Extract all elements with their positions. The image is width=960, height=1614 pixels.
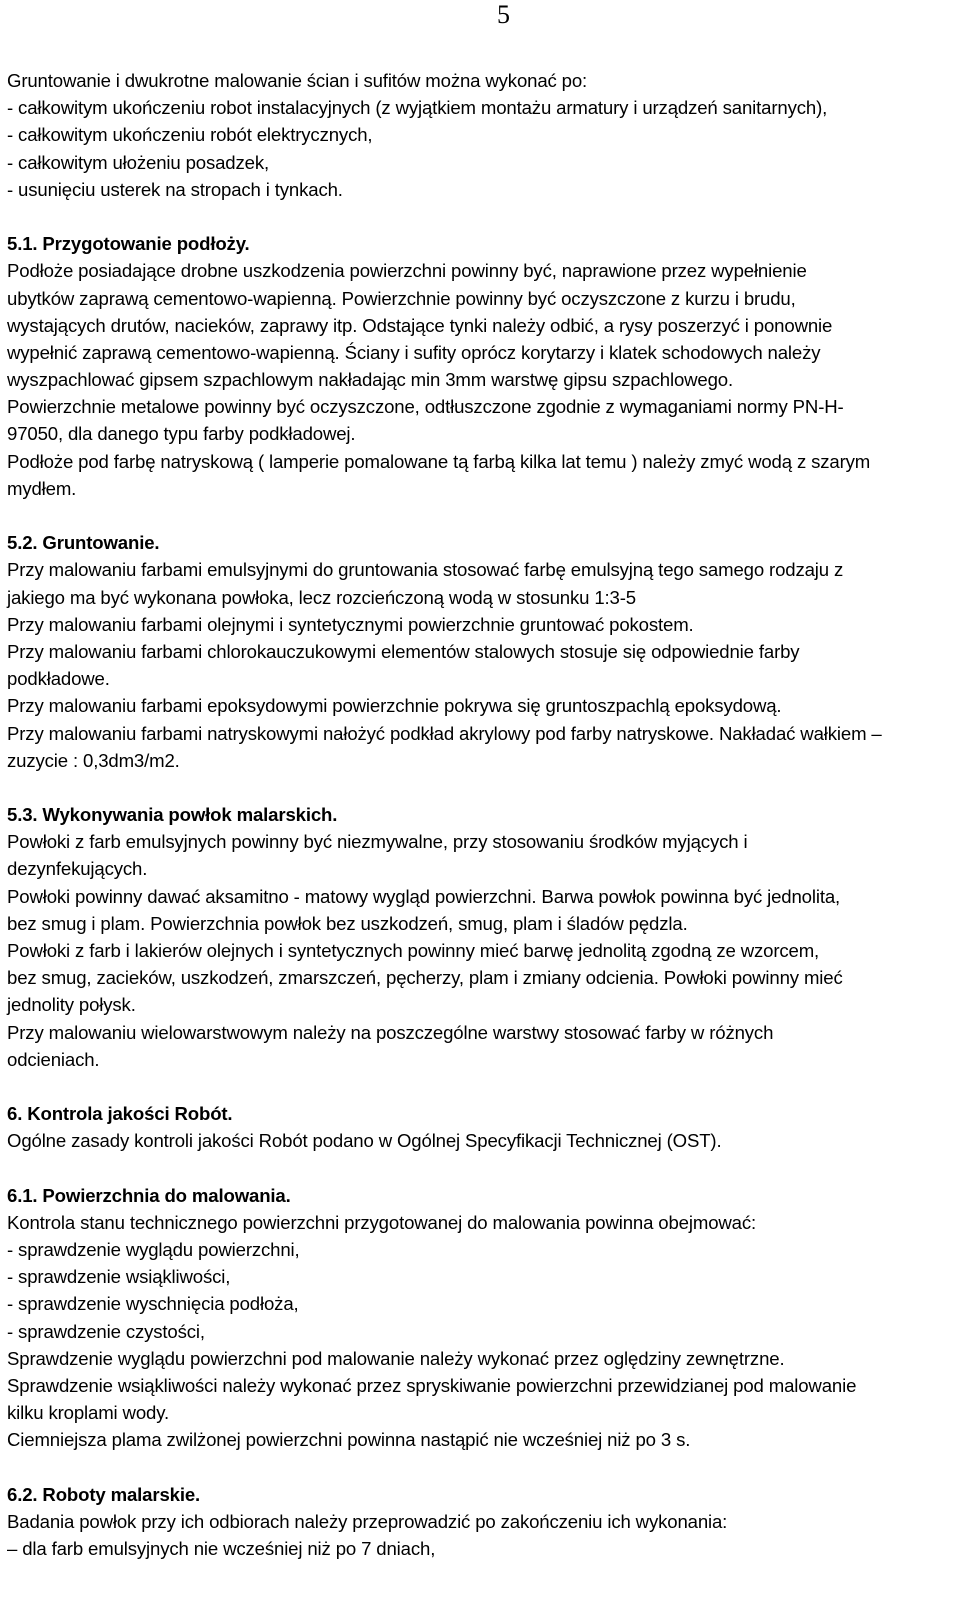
text-line: dezynfekujących. (7, 858, 148, 880)
text-line: ubytków zaprawą cementowo-wapienną. Powierzchnie powinny być oczyszczone z kurzu i brudu, (7, 287, 796, 309)
spacer (7, 1155, 952, 1182)
text-line: Przy malowaniu farbami natryskowymi nałożyć podkład akrylowy pod farby natryskowe. Nakładać wałkiem – (7, 722, 882, 744)
text-line: mydłem. (7, 477, 77, 499)
spacer (7, 1454, 952, 1481)
intro-paragraph (7, 67, 952, 203)
text-line: odcieniach. (7, 1048, 100, 1070)
list-item: - sprawdzenie wyschnięcia podłoża, (7, 1293, 299, 1315)
text-line: wypełnić zaprawą cementowo-wapienną. Ściany i sufity oprócz korytarzy i klatek schodowych należy (7, 341, 821, 363)
section-heading: 5.1. Przygotowanie podłoży. (7, 233, 250, 255)
text-line: Powłoki z farb i lakierów olejnych i syntetycznych powinny mieć barwę jednolitą zgodną ze wzorcem, (7, 940, 820, 961)
text-line: Badania powłok przy ich odbiorach należy przeprowadzić po zakończeniu ich wykonania: (7, 1510, 728, 1532)
text-line: bez smug i plam. Powierzchnia powłok bez uszkodzeń, smug, plam i śladów pędzla. (7, 912, 688, 934)
list-item: - sprawdzenie wyglądu powierzchni, (7, 1239, 300, 1261)
text-line: Przy malowaniu farbami epoksydowymi powierzchnie pokrywa się gruntoszpachlą epoksydową. (7, 695, 782, 717)
list-item: - całkowitym ukończeniu robot instalacyjnych (z wyjątkiem montażu armatury i urządzeń sanitarnych), (7, 97, 828, 119)
text-line: zuzycie : 0,3dm3/m2. (7, 749, 180, 771)
text-line: Powłoki powinny dawać aksamitno - matowy wygląd powierzchni. Barwa powłok powinna być jednolita, (7, 885, 841, 907)
text-line: Sprawdzenie wsiąkliwości należy wykonać przez spryskiwanie powierzchni przewidzianej pod malowanie (7, 1375, 857, 1396)
text-line: podkładowe. (7, 668, 110, 690)
text-line: 97050, dla danego typu farby podkładowej. (7, 423, 356, 445)
text-line: Ciemniejsza plama zwilżonej powierzchni powinna nastąpić nie wcześniej niż po 3 s. (7, 1429, 691, 1451)
text-line: Przy malowaniu wielowarstwowym należy na poszczególne warstwy stosować farby w różnych (7, 1021, 774, 1043)
text-line: Przy malowaniu farbami emulsyjnymi do gruntowania stosować farbę emulsyjną tego samego rodzaju z (7, 559, 844, 581)
section-heading: 5.3. Wykonywania powłok malarskich. (7, 804, 338, 826)
section-heading: 5.2. Gruntowanie. (7, 532, 160, 554)
text-line: Powierzchnie metalowe powinny być oczyszczone, odtłuszczone zgodnie z wymaganiami normy PN-H- (7, 396, 844, 418)
list-item: - całkowitym ułożeniu posadzek, (7, 151, 269, 173)
list-item: - sprawdzenie wsiąkliwości, (7, 1266, 231, 1288)
text-line: Podłoże posiadające drobne uszkodzenia powierzchni powinny być, naprawione przez wypełnienie (7, 260, 807, 282)
list-item: – dla farb emulsyjnych nie wcześniej niż po 7 dniach, (7, 1538, 436, 1560)
section-heading: 6. Kontrola jakości Robót. (7, 1103, 233, 1125)
text-line: Ogólne zasady kontroli jakości Robót podano w Ogólnej Specyfikacji Technicznej (OST). (7, 1130, 722, 1152)
spacer (7, 203, 952, 230)
section-5-2 (7, 529, 952, 774)
text-line: Podłoże pod farbę natryskową ( lamperie pomalowane tą farbą kilka lat temu ) należy zmyć wodą z szarym (7, 450, 871, 472)
spacer (7, 1073, 952, 1100)
document-body (7, 67, 952, 1562)
text-line: Gruntowanie i dwukrotne malowanie ścian i sufitów można wykonać po: (7, 70, 588, 91)
section-6-2 (7, 1481, 952, 1563)
text-line: Kontrola stanu technicznego powierzchni przygotowanej do malowania powinna obejmować: (7, 1211, 757, 1233)
section-6 (7, 1100, 952, 1154)
section-heading: 6.1. Powierzchnia do malowania. (7, 1184, 291, 1206)
page-number: 5 (497, 0, 510, 29)
text-line: wyszpachlować gipsem szpachlowym nakładając min 3mm warstwę gipsu szpachlowego. (7, 369, 734, 391)
text-line: bez smug, zacieków, uszkodzeń, zmarszczeń, pęcherzy, plam i zmiany odcienia. Powłoki powinny mieć (7, 967, 843, 989)
spacer (7, 502, 952, 529)
list-item: - sprawdzenie czystości, (7, 1320, 205, 1342)
list-item: - całkowitym ukończeniu robót elektrycznych, (7, 124, 373, 146)
list-item: - usunięciu usterek na stropach i tynkach. (7, 178, 343, 200)
spacer (7, 774, 952, 801)
section-5-1 (7, 230, 952, 502)
section-5-3 (7, 801, 952, 1073)
text-line: wystających drutów, nacieków, zaprawy itp. Odstające tynki należy odbić, a rysy poszerzyć i ponownie (7, 314, 833, 336)
text-line: Powłoki z farb emulsyjnych powinny być niezmywalne, przy stosowaniu środków myjących i (7, 831, 748, 853)
text-line: Przy malowaniu farbami chlorokauczukowymi elementów stalowych stosuje się odpowiednie farby (7, 640, 800, 662)
text-line: jakiego ma być wykonana powłoka, lecz rozcieńczoną wodą w stosunku 1:3-5 (7, 586, 636, 608)
section-6-1 (7, 1182, 952, 1454)
section-heading: 6.2. Roboty malarskie. (7, 1483, 201, 1505)
text-line: Przy malowaniu farbami olejnymi i syntetycznymi powierzchnie gruntować pokostem. (7, 613, 694, 635)
text-line: kilku kroplami wody. (7, 1402, 169, 1424)
text-line: Sprawdzenie wyglądu powierzchni pod malowanie należy wykonać przez oględziny zewnętrzne. (7, 1347, 785, 1369)
text-line: jednolity połysk. (7, 994, 136, 1016)
